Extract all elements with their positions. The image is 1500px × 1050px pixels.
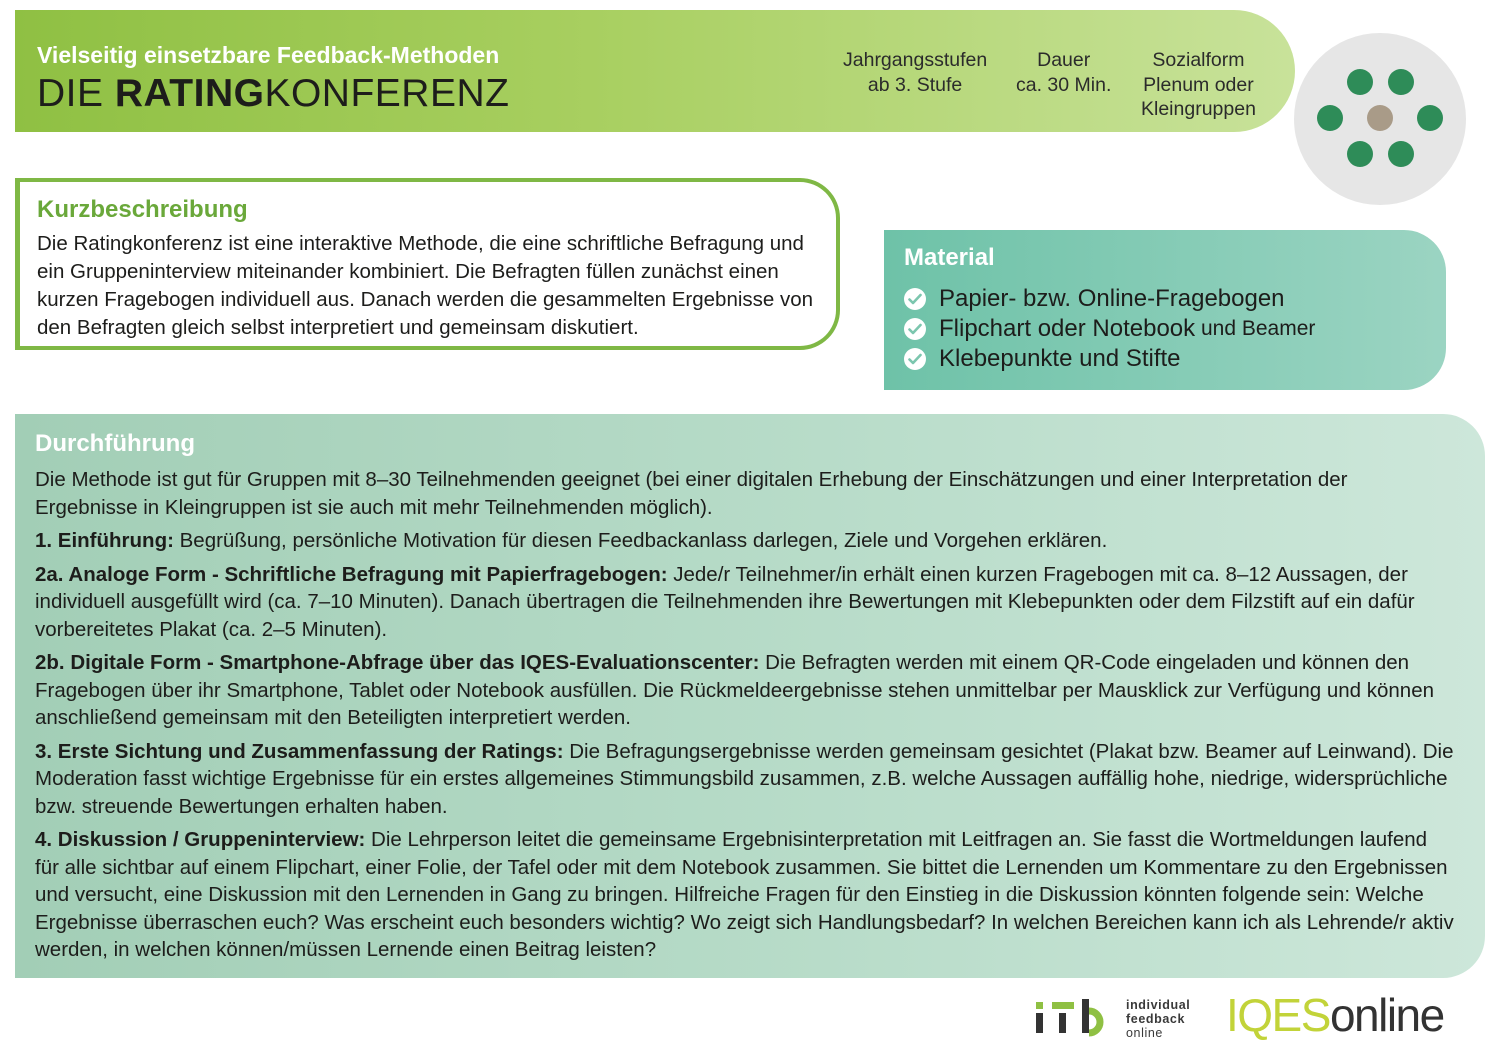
material-item-label: Flipchart oder Notebook: [939, 315, 1196, 342]
person-dot-icon: [1417, 105, 1443, 131]
ifb-logo-icon: [1034, 996, 1109, 1040]
iqes-logo-part: IQES: [1226, 989, 1330, 1041]
title-suffix: KONFERENZ: [264, 72, 510, 115]
iqes-logo-part: online: [1329, 989, 1444, 1041]
material-item: [904, 345, 1181, 373]
step-text: Begrüßung, persönliche Motivation für diesen Feedbackanlass darlegen, Ziele und Vorgehen erklären.: [173, 529, 1108, 552]
material-item-extra: und Beamer: [1195, 317, 1316, 340]
kurzbeschreibung-box: [15, 178, 840, 350]
step-text: Die Befragten werden mit einem QR-Code eingeladen und können den Fragebogen über ihr Smartphone, Tablet oder Notebook ausfüllen. Die Rückmeldeergebnisse stehen unmittelbar per Mausklick zur Verfügung und können anschließend gemeinsam mit den Beteiligten interpretiert werden.: [35, 651, 1435, 729]
ifb-line: feedback: [1126, 1012, 1185, 1026]
material-item-label: Klebepunkte und Stifte: [939, 345, 1181, 372]
step-title: 3. Erste Sichtung und Zusammenfassung der Ratings:: [35, 739, 564, 763]
material-heading: Material: [904, 244, 995, 271]
step-text: Die Befragungsergebnisse werden gemeinsam gesichtet (Plakat bzw. Beamer auf Leinwand). Die Moderation fasst wichtige Ergebnisse für ein erstes allgemeines Stimmungsbild zusammen, z.B. welche Aussagen auffällig hohe, niedrige, widersprüchliche bzw. streuende Bewertungen erhalten haben.: [35, 739, 1454, 818]
material-box: [884, 230, 1446, 390]
title-bold: RATING: [114, 72, 265, 115]
meta-label: Jahrgangsstufen: [843, 49, 988, 71]
step-text: Die Lehrperson leitet die gemeinsame Ergebnisinterpretation mit Leitfragen an. Sie fasst die Wortmeldungen laufend für alle sichtbar auf einem Flipchart, einer Folie, der Tafel oder mit dem Notebook zusammen. Sie bittet die Lernenden um Kommentare zu den Ergebnissen und versucht, eine Diskussion mit den Lernenden in Gang zu bringen. Hilfreiche Fragen für den Einstieg in die Diskussion könnten folgende sein: Welche Ergebnisse überraschen euch? Was erscheint euch besonders wichtig? Wo zeigt sich Handlungsbedarf? In welchen Bereichen kann ich als Lehrende/r aktiv werden, in welchen können/müssen Lernende einen Beitrag leisten?: [35, 828, 1454, 961]
kurzbeschreibung-heading: Kurzbeschreibung: [37, 196, 248, 223]
step-paragraph: [35, 649, 1455, 732]
durchfuehrung-body: [35, 466, 1455, 970]
person-dot-icon: [1388, 141, 1414, 167]
meta-value: Plenum oder: [1143, 73, 1254, 96]
meta-sozialform: [1141, 48, 1256, 122]
meta-value: Kleingruppen: [1141, 98, 1256, 120]
person-dot-icon: [1347, 141, 1373, 167]
ifb-wordmark: [1126, 998, 1190, 1040]
step-title: 2b. Digitale Form - Smartphone-Abfrage über das IQES-Evaluationscenter:: [35, 651, 760, 674]
person-dot-icon: [1347, 69, 1373, 95]
check-circle-icon: [904, 318, 926, 340]
durchfuehrung-box: [15, 414, 1485, 978]
step-paragraph: [35, 738, 1455, 821]
iqes-logo: [1226, 989, 1444, 1041]
step-title: 4. Diskussion / Gruppeninterview:: [35, 828, 366, 851]
material-item: [904, 315, 1315, 343]
material-item: [904, 285, 1285, 313]
person-dot-icon: [1317, 105, 1343, 131]
series-kicker: Vielseitig einsetzbare Feedback-Methoden: [37, 42, 500, 68]
ifb-line: individual: [1126, 998, 1191, 1012]
meta-label: Sozialform: [1152, 49, 1245, 71]
durchfuehrung-intro: Die Methode ist gut für Gruppen mit 8–30 Teilnehmenden geeignet (bei einer digitalen Erhebung der Einschätzungen und einer Interpretation der Ergebnisse in Kleingruppen ist sie auch mit mehr Teilnehmenden möglich).: [35, 468, 1348, 519]
check-circle-icon: [904, 348, 926, 370]
meta-value: ab 3. Stufe: [867, 73, 963, 96]
step-title: 1. Einführung:: [35, 529, 174, 552]
title-prefix: DIE: [37, 72, 115, 115]
ifb-line: online: [1126, 1026, 1163, 1040]
step-paragraph: [35, 826, 1455, 964]
header-banner: [15, 10, 1295, 132]
step-title: 2a. Analoge Form - Schriftliche Befragung mit Papierfragebogen:: [35, 562, 668, 586]
meta-value: ca. 30 Min.: [1016, 73, 1112, 96]
material-item-label: Papier- bzw. Online-Fragebogen: [939, 285, 1285, 312]
kurzbeschreibung-text: Die Ratingkonferenz ist eine interaktive Methode, die eine schriftliche Befragung und ein Gruppeninterview miteinander kombiniert. Die Befragten füllen zunächst einen kurzen Fragebogen individuell aus. Danach werden die gesammelten Ergebnisse von den Befragten gleich selbst interpretiert und gemeinsam diskutiert.: [37, 232, 814, 339]
person-dot-icon: [1388, 69, 1414, 95]
group-circle-icon: [1294, 33, 1466, 205]
step-text: Jede/r Teilnehmer/in erhält einen kurzen Fragebogen mit ca. 8–12 Aussagen, der individuell ausgefüllt wird (ca. 7–10 Minuten). Danach übertragen die Teilnehmenden ihre Bewertungen mit Klebepunkten oder dem Filzstift auf ein dafür vorbereitetes Plakat (ca. 2–5 Minuten).: [35, 562, 1415, 641]
meta-dauer: [1016, 48, 1111, 97]
step-paragraph: [35, 527, 1455, 555]
meta-label: Dauer: [1037, 49, 1091, 71]
check-circle-icon: [904, 288, 926, 310]
durchfuehrung-heading: Durchführung: [35, 430, 195, 457]
step-paragraph: [35, 561, 1455, 644]
meta-jahrgangsstufen: [843, 48, 987, 97]
center-dot-icon: [1367, 105, 1393, 131]
page-title: [37, 74, 509, 113]
